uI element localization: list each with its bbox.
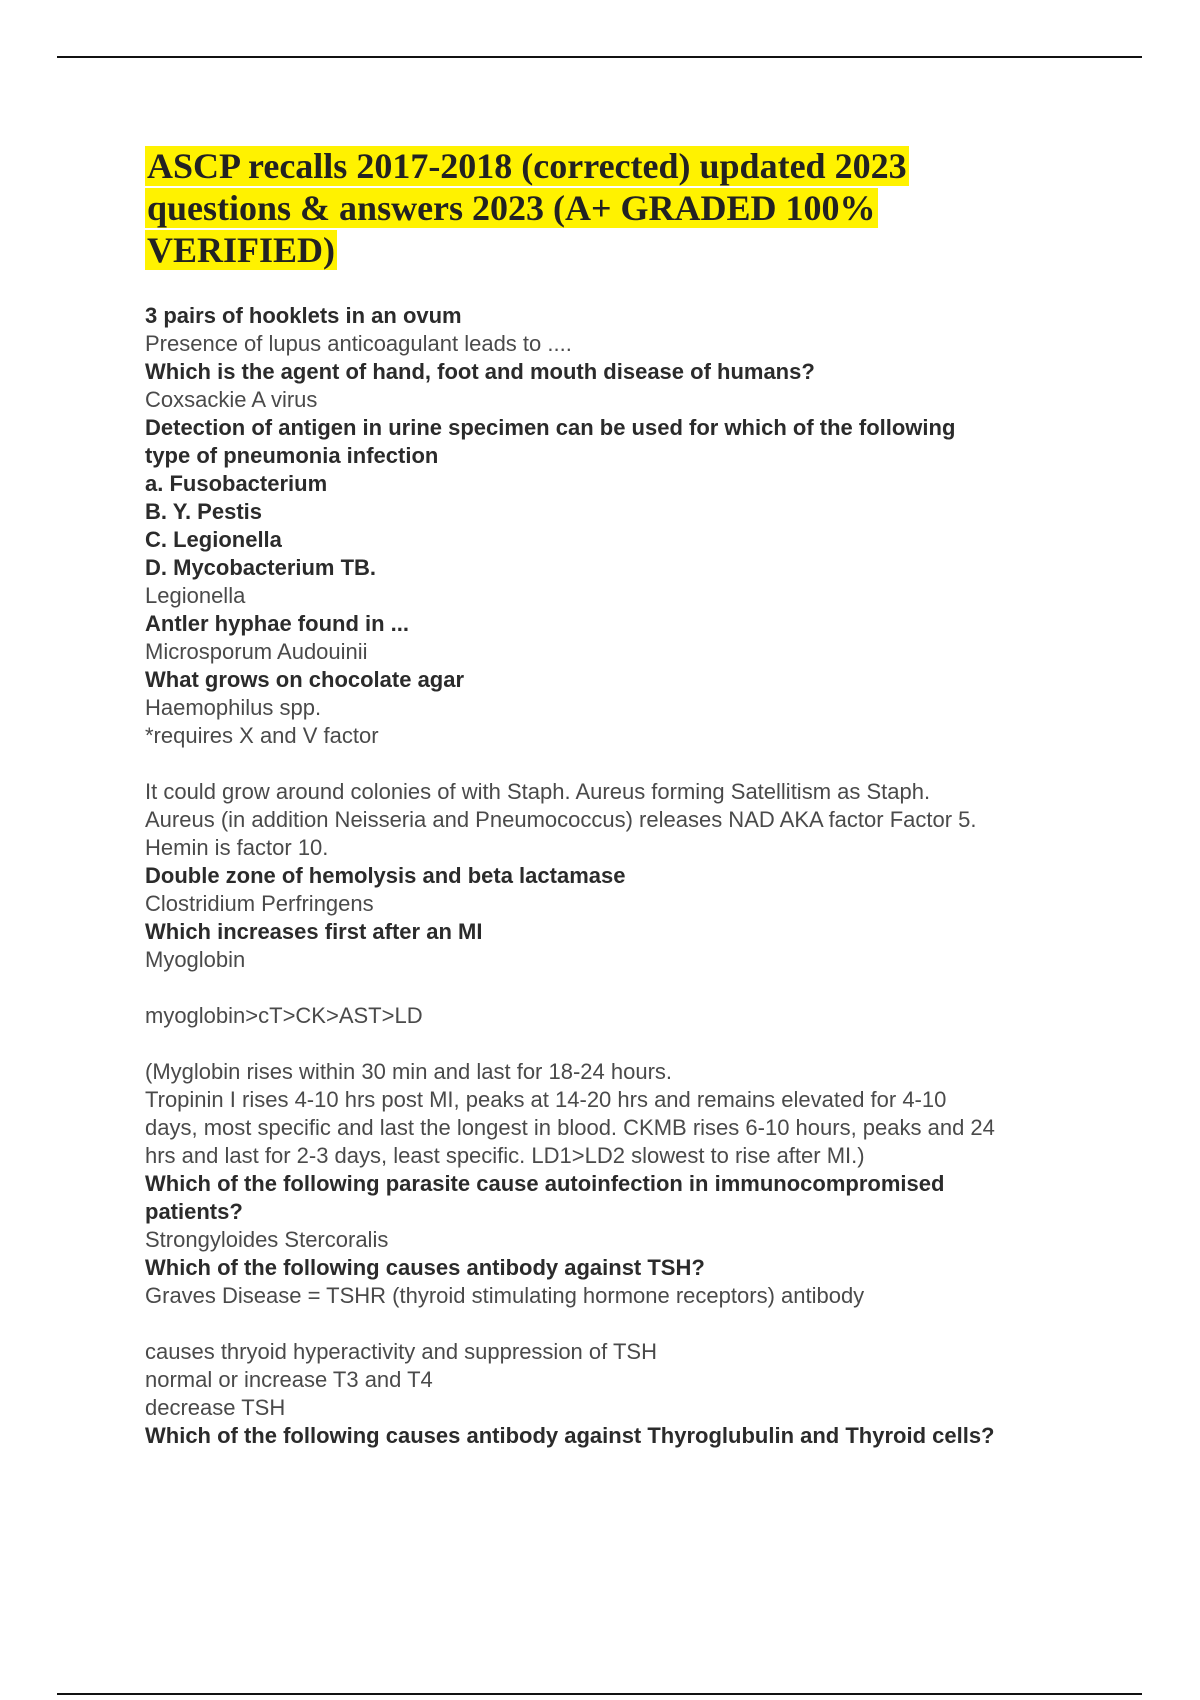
document-title-text: ASCP recalls 2017-2018 (corrected) updated 2023 questions & answers 2023 (A+ GRADED 100% VERIFIED) — [147, 146, 907, 270]
question-line: D. Mycobacterium TB. — [145, 555, 377, 580]
answer-line: myoglobin>cT>CK>AST>LD — [145, 1003, 423, 1028]
document-title — [145, 145, 1045, 271]
answer-line: *requires X and V factor — [145, 723, 379, 748]
question-line: Detection of antigen in urine specimen can be used for which of the following — [145, 415, 956, 440]
question-line: a. Fusobacterium — [145, 471, 328, 496]
question-line: Which of the following causes antibody against TSH? — [145, 1255, 705, 1280]
top-rule — [57, 56, 1142, 58]
answer-line: Haemophilus spp. — [145, 695, 322, 720]
blank-line — [145, 974, 1095, 1002]
answer-line: Legionella — [145, 583, 246, 608]
question-line: 3 pairs of hooklets in an ovum — [145, 303, 462, 328]
question-line: type of pneumonia infection — [145, 443, 439, 468]
answer-line: Microsporum Audouinii — [145, 639, 368, 664]
answer-line: normal or increase T3 and T4 — [145, 1367, 433, 1392]
answer-line: (Myglobin rises within 30 min and last for 18-24 hours. — [145, 1059, 673, 1084]
blank-line — [145, 1030, 1095, 1058]
question-line: Which of the following causes antibody against Thyroglubulin and Thyroid cells? — [145, 1423, 995, 1448]
answer-line: It could grow around colonies of with Staph. Aureus forming Satellitism as Staph. — [145, 779, 931, 804]
question-line: Which increases first after an MI — [145, 919, 483, 944]
bottom-rule — [57, 1693, 1142, 1695]
answer-line: causes thryoid hyperactivity and suppression of TSH — [145, 1339, 657, 1364]
blank-line — [145, 750, 1095, 778]
question-line: C. Legionella — [145, 527, 282, 552]
answer-line: Clostridium Perfringens — [145, 891, 374, 916]
answer-line: Hemin is factor 10. — [145, 835, 329, 860]
question-line: B. Y. Pestis — [145, 499, 262, 524]
answer-line: Coxsackie A virus — [145, 387, 318, 412]
answer-line: Strongyloides Stercoralis — [145, 1227, 389, 1252]
answer-line: Tropinin I rises 4-10 hrs post MI, peaks at 14-20 hrs and remains elevated for 4-10 — [145, 1087, 947, 1112]
question-line: Double zone of hemolysis and beta lactamase — [145, 863, 626, 888]
blank-line — [145, 1310, 1095, 1338]
answer-line: Myoglobin — [145, 947, 246, 972]
document-body — [145, 302, 1095, 1450]
question-line: Antler hyphae found in ... — [145, 611, 409, 636]
question-line: Which of the following parasite cause autoinfection in immunocompromised — [145, 1171, 945, 1196]
answer-line: days, most specific and last the longest in blood. CKMB rises 6-10 hours, peaks and 24 — [145, 1115, 995, 1140]
answer-line: decrease TSH — [145, 1395, 286, 1420]
question-line: What grows on chocolate agar — [145, 667, 465, 692]
question-line: Which is the agent of hand, foot and mouth disease of humans? — [145, 359, 815, 384]
answer-line: Presence of lupus anticoagulant leads to .... — [145, 331, 572, 356]
answer-line: Graves Disease = TSHR (thyroid stimulating hormone receptors) antibody — [145, 1283, 865, 1308]
answer-line: hrs and last for 2-3 days, least specific. LD1>LD2 slowest to rise after MI.) — [145, 1143, 865, 1168]
answer-line: Aureus (in addition Neisseria and Pneumococcus) releases NAD AKA factor Factor 5. — [145, 807, 977, 832]
question-line: patients? — [145, 1199, 243, 1224]
